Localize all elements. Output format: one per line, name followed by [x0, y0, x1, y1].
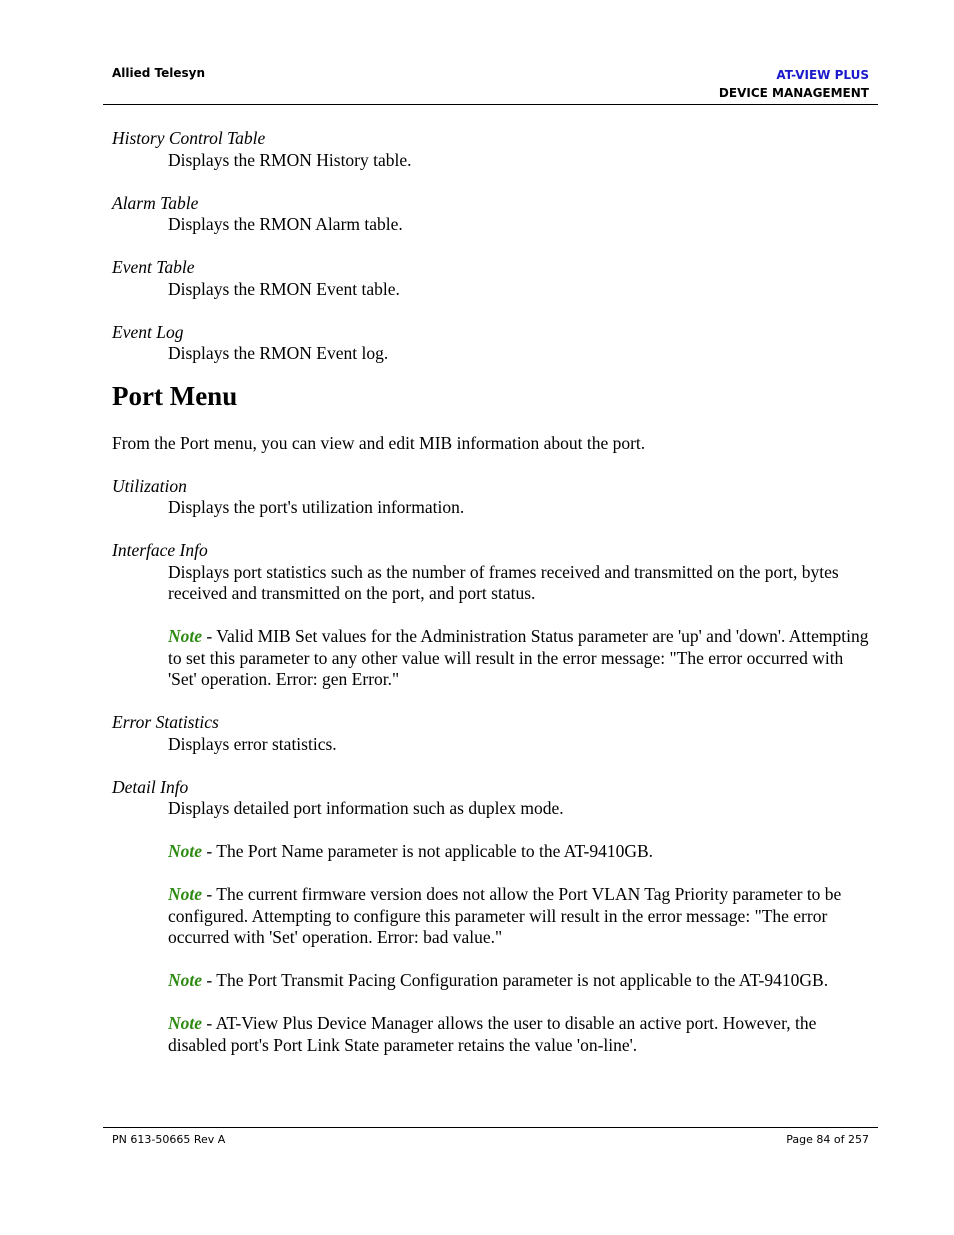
note-label: Note [168, 626, 203, 646]
note-label: Note [168, 884, 203, 904]
term-event-log: Event Log [112, 321, 184, 342]
footer-rule [103, 1127, 878, 1128]
document-body [112, 128, 872, 1056]
note-text: - The Port Name parameter is not applicable to the AT-9410GB. [202, 841, 654, 861]
note-port-link-state [168, 1013, 872, 1056]
term-event-table: Event Table [112, 257, 195, 277]
header-titles [719, 66, 869, 102]
header-section: DEVICE MANAGEMENT [718, 86, 869, 100]
note-port-name [168, 841, 872, 863]
footer-page-number: Page 84 of 257 [786, 1133, 869, 1146]
header-rule [103, 104, 878, 105]
desc-event-table: Displays the RMON Event table. [168, 278, 400, 299]
desc-alarm-table: Displays the RMON Alarm table. [168, 214, 403, 234]
note-text: - The Port Transmit Pacing Configuration parameter is not applicable to the AT-9410GB. [202, 970, 829, 990]
term-utilization: Utilization [112, 475, 187, 496]
term-interface-info: Interface Info [112, 540, 208, 560]
desc-error-statistics: Displays error statistics. [168, 733, 337, 754]
term-error-statistics: Error Statistics [112, 712, 219, 732]
desc-detail-info: Displays detailed port information such as duplex mode. [168, 798, 564, 818]
note-text: - Valid MIB Set values for the Administration Status parameter are 'up' and 'down'. Attempting to set this parameter to any other value will result in the error message: "The error occurred with 'Set' operation. Error: gen Error." [168, 626, 869, 689]
note-label: Note [168, 970, 203, 990]
note-label: Note [168, 1013, 203, 1033]
desc-event-log: Displays the RMON Event log. [168, 343, 389, 363]
desc-history-control-table: Displays the RMON History table. [168, 149, 412, 170]
header-product: AT-VIEW PLUS [776, 68, 869, 82]
term-history-control-table: History Control Table [112, 128, 266, 148]
header-company: Allied Telesyn [112, 66, 206, 80]
note-label: Note [168, 841, 203, 861]
desc-utilization: Displays the port's utilization information. [168, 497, 465, 517]
note-text: - The current firmware version does not allow the Port VLAN Tag Priority parameter to be configured. Attempting to configure this parameter will result in the error message: "The error occurred with 'Set' operation. Error: bad value." [168, 884, 842, 947]
note-transmit-pacing [168, 970, 872, 992]
note-vlan-tag-priority [168, 884, 872, 949]
desc-interface-info: Displays port statistics such as the number of frames received and transmitted on the port, bytes received and transmitted on the port, and port status. [168, 561, 839, 603]
note-text: - AT-View Plus Device Manager allows the user to disable an active port. However, the disabled port's Port Link State parameter retains the value 'on-line'. [168, 1013, 817, 1055]
section-intro: From the Port menu, you can view and edit MIB information about the port. [112, 432, 646, 453]
section-heading: Port Menu [112, 380, 238, 411]
term-detail-info: Detail Info [112, 776, 189, 797]
note-interface-info [168, 626, 872, 691]
footer-part-number: PN 613-50665 Rev A [112, 1133, 226, 1146]
term-alarm-table: Alarm Table [112, 192, 199, 213]
